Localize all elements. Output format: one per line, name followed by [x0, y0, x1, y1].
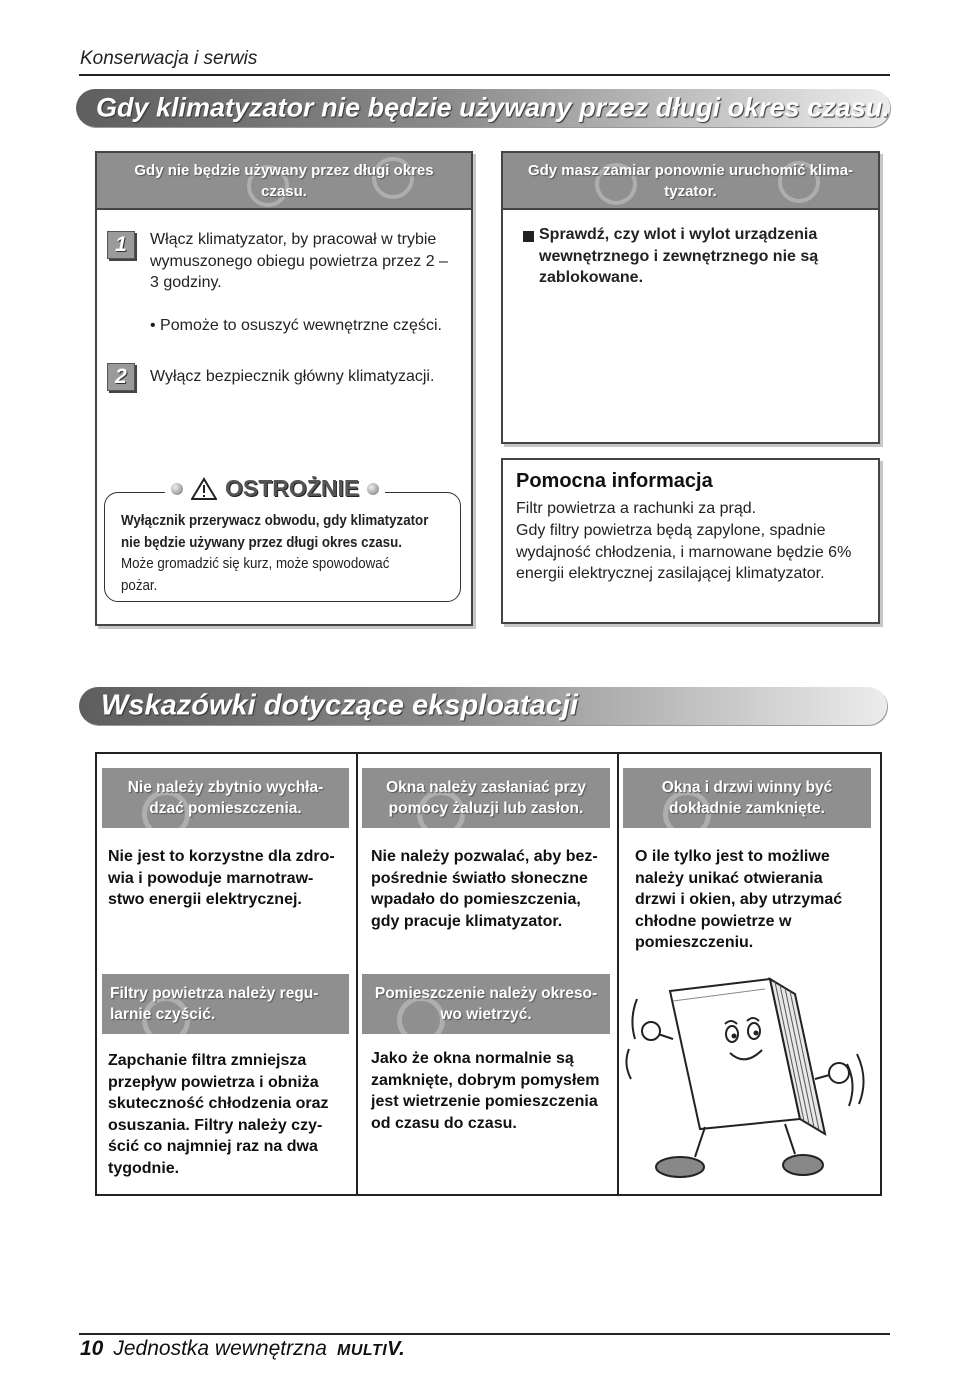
section-header: Konserwacja i serwis	[80, 48, 258, 69]
box-header-text: Gdy nie będzie używany przez długi okres czasu.	[134, 161, 434, 200]
tip-header-line: larnie czyścić.	[110, 1006, 216, 1023]
step-number-2: 2	[107, 363, 135, 391]
info-text: Gdy filtry powietrza będą zapylone, spadnie wydajność chłodzenia, i marnowane będzie 6% energii elektrycznej zasilającej klimatyzator.	[516, 522, 852, 582]
tip-header	[623, 768, 871, 828]
restart-text: Sprawdź, czy wlot i wylot urządzenia wewnętrznego i zewnętrznego nie są zablokowane.	[539, 226, 819, 286]
step-2-text: Wyłącz bezpiecznik główny klimatyzacji.	[150, 368, 435, 385]
section-banner-tips	[79, 687, 887, 725]
tip-header-line: dokładnie zamknięte.	[669, 800, 825, 817]
tip-header	[102, 768, 349, 828]
page-number: 10	[80, 1337, 104, 1360]
box-header-line-2: tyzator.	[664, 182, 717, 200]
bullet-dot-icon	[367, 483, 379, 495]
box-restart	[501, 151, 880, 444]
step-1-note: • Pomoże to osuszyć wewnętrzne części.	[150, 317, 442, 334]
tip-header	[102, 974, 349, 1034]
tip-header-line: Nie należy zbytnio wychła-	[127, 778, 324, 796]
footer-label: Jednostka wewnętrzna	[113, 1337, 327, 1360]
caution-title	[165, 475, 385, 502]
tip-header-line: dzać pomieszczenia.	[149, 800, 302, 817]
info-title: Pomocna informacja	[516, 470, 713, 492]
banner-title: Gdy klimatyzator nie będzie używany przez długi okres czasu.	[96, 92, 890, 123]
box-header	[503, 153, 878, 210]
logo-prefix: MULTI	[336, 1342, 388, 1359]
bullet-dot-icon	[171, 483, 183, 495]
caution-text: Może gromadzić się kurz, może spowodować pożar.	[121, 556, 390, 594]
tip-header-line: wo wietrzyć.	[440, 1006, 532, 1023]
logo-suffix: V.	[387, 1338, 406, 1360]
tip-header	[362, 768, 610, 828]
step-1-text: Włącz klimatyzator, by pracował w trybie wymuszonego obiegu powietrza przez 2 – 3 godziny.	[150, 231, 448, 291]
tip-header-line: pomocy żaluzji lub zasłon.	[388, 800, 584, 817]
tip-header-line: Okna i drzwi winny być	[661, 778, 833, 796]
tip-body: Nie należy pozwalać, aby bez- pośrednie światło słoneczne wpadało do pomieszczenia, gdy pracuje klimatyzator.	[371, 848, 598, 930]
tip-body: Zapchanie filtra zmniejsza przepływ powietrza i obniża skuteczność chłodzenia oraz osuszania. Filtry należy czy- ścić co najmniej raz na dwa tygodnie.	[108, 1052, 329, 1177]
caution-label: OSTROŻNIE	[225, 475, 360, 501]
info-line-1: Filtr powietrza a rachunki za prąd.	[516, 500, 757, 517]
footer-divider	[79, 1333, 890, 1335]
caution-bold-text: Wyłącznik przerywacz obwodu, gdy klimatyzator nie będzie używany przez długi okres czasu.	[121, 513, 429, 551]
cartoon-filter-illustration	[625, 969, 870, 1179]
tip-header-line: Pomieszczenie należy okreso-	[374, 984, 598, 1002]
info-box	[501, 458, 880, 624]
header-divider	[79, 74, 890, 76]
tip-header-line: Filtry powietrza należy regu-	[110, 984, 319, 1002]
grid-divider	[617, 754, 619, 1194]
tip-body: Nie jest to korzystne dla zdro- wia i powoduje marnotraw- stwo energii elektrycznej.	[108, 848, 335, 908]
tips-grid	[95, 752, 882, 1196]
box-header-line-1: Gdy masz zamiar ponownie uruchomić klima-	[527, 161, 854, 179]
brand-logo	[337, 1338, 405, 1361]
warning-triangle-icon	[191, 477, 217, 501]
tip-body: O ile tylko jest to możliwe należy unikać otwierania drzwi i okien, aby utrzymać chłodne powietrze w pomieszczeniu.	[635, 848, 843, 951]
tip-header	[362, 974, 610, 1034]
box-header	[97, 153, 471, 210]
tip-header-line: Okna należy zasłaniać przy	[386, 778, 586, 796]
banner-title: Wskazówki dotyczące eksploatacji	[101, 689, 579, 722]
caution-box	[104, 475, 461, 602]
tip-body: Jako że okna normalnie są zamknięte, dobrym pomysłem jest wietrzenie pomieszczenia od czasu do czasu.	[371, 1050, 600, 1132]
square-bullet-icon	[523, 231, 534, 242]
grid-divider	[356, 754, 358, 1194]
page-footer	[80, 1337, 405, 1361]
step-number-1: 1	[107, 231, 135, 259]
section-banner-long-term	[76, 89, 890, 127]
